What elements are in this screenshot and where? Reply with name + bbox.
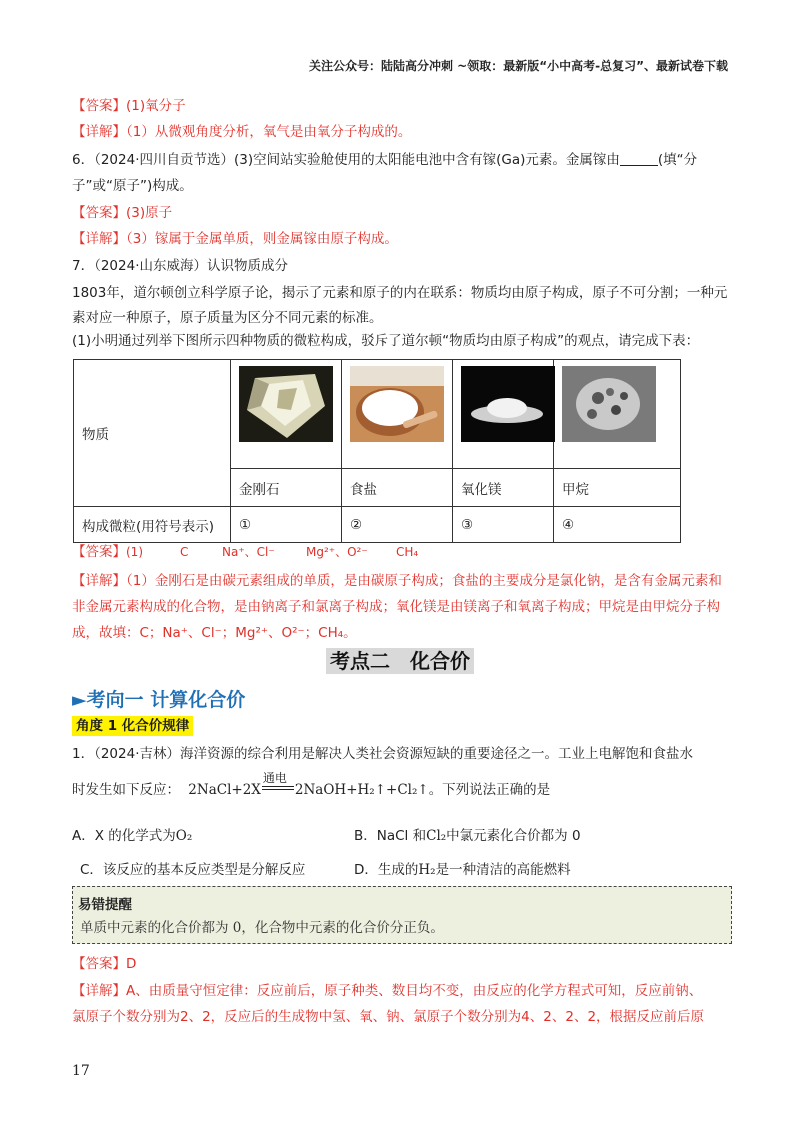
- direction-heading: ►考向一 计算化合价: [72, 689, 246, 711]
- detail-tag: 【详解】: [72, 983, 126, 999]
- tip-title: 易错提醒: [78, 897, 132, 913]
- option-b-text-post: 中氯元素化合价都为 0: [446, 828, 581, 844]
- answer-tag: 【答案】: [72, 98, 126, 114]
- substance-methane: 甲烷: [554, 469, 681, 507]
- option-b-text: B．NaCl 和: [354, 828, 427, 844]
- question-text: 6．（2024·四川自贡节选）(3)空间站实验舱使用的太阳能电池中含有镓(Ga)元素。金属镓由: [72, 152, 620, 168]
- answer-1: C: [180, 545, 189, 559]
- answer-blank: [620, 151, 658, 166]
- substance-table: [73, 359, 681, 543]
- page-number: 17: [72, 1063, 90, 1079]
- answer-line-q7: [72, 542, 419, 562]
- answer-2: Na⁺、Cl⁻: [222, 545, 275, 559]
- answer-num: (1): [126, 545, 143, 559]
- substance-magnesium-oxide: 氧化镁: [453, 469, 554, 507]
- equation-condition-label: 通电: [262, 771, 287, 785]
- stem-pre: 时发生如下反应：: [72, 782, 180, 798]
- magnesium-oxide-image-cell: [453, 360, 554, 469]
- option-d-text-post: 是一种清洁的高能燃料: [435, 862, 571, 878]
- salt-image: [350, 366, 444, 442]
- answer-3: Mg²⁺、O²⁻: [306, 545, 368, 559]
- question-7-stem: 7．（2024·山东威海）认识物质成分: [72, 258, 288, 274]
- option-a-text: A．X 的化学式为: [72, 828, 176, 844]
- answer-tag: 【答案】: [72, 544, 126, 560]
- question-7-paragraph: 1803年，道尔顿创立科学原子论，揭示了元素和原子的内在联系：物质均由原子构成，原子不可分割；一种元素对应一种原子，原子质量为区分不同元素的标准。: [72, 285, 728, 326]
- detail-text: （1）金刚石是由碳元素组成的单质，是由碳原子构成；食盐的主要成分是氯化钠，是含有金属元素和非金属元素构成的化合物，是由钠离子和氯离子构成；氧化镁是由镁离子和氧离子构成；甲烷是由甲烷分子构成，故填：C；Na⁺、Cl⁻；Mg²⁺、O²⁻；CH₄。: [72, 573, 722, 641]
- detail-line-q1-cont: 氯原子个数分别为2、2，反应后的生成物中氢、氧、钠、氯原子个数分别为4、2、2、2，根据反应前后原: [72, 1009, 705, 1025]
- question-text-cont: (填“分: [657, 152, 698, 168]
- answer-line-q5: [72, 96, 186, 116]
- option-d-text: D．生成的: [354, 862, 419, 878]
- substance-salt: 食盐: [342, 469, 453, 507]
- question-1-equation-line: [72, 771, 551, 800]
- equation-left: 2NaCl+2X: [188, 782, 261, 798]
- question-7-sub1: (1)小明通过列举下图所示四种物质的微粒构成，驳斥了道尔顿“物质均由原子构成”的观点，请完成下表：: [72, 333, 700, 349]
- page-header: 关注公众号：陆陆高分冲刺 ~领取：最新版“小中高考-总复习”、最新试卷下载: [309, 59, 728, 73]
- tip-text: 单质中元素的化合价都为 0，化合物中元素的化合价分正负。: [80, 920, 444, 936]
- section-title: 考点二 化合价: [326, 648, 474, 674]
- diamond-image-cell: [231, 360, 342, 469]
- detail-line-q6: [72, 229, 398, 249]
- angle-heading: 角度 1 化合价规律: [72, 716, 193, 736]
- detail-line-q5: [72, 122, 411, 142]
- answer-line-q1: [72, 954, 136, 974]
- option-b: [354, 826, 581, 846]
- option-b-formula: Cl₂: [426, 828, 447, 844]
- option-a: [72, 826, 192, 846]
- equation-condition: [261, 771, 295, 800]
- diamond-image: [239, 366, 333, 442]
- substance-diamond: 金刚石: [231, 469, 342, 507]
- stem-post: 。下列说法正确的是: [428, 782, 551, 798]
- particle-1: ①: [231, 507, 342, 543]
- option-c: C．该反应的基本反应类型是分解反应: [80, 862, 306, 878]
- detail-text: A、由质量守恒定律：反应前后，原子种类、数目均不变，由反应的化学方程式可知，反应前钠、: [126, 983, 703, 999]
- answer-line-q6: [72, 203, 172, 223]
- methane-image: [562, 366, 656, 442]
- detail-tag: 【详解】: [72, 231, 126, 247]
- answer-value: (3)原子: [126, 205, 173, 221]
- question-6-stem-line2: 子”或“原子”)构成。: [72, 178, 193, 194]
- particle-4: ④: [554, 507, 681, 543]
- detail-line-q1: [72, 981, 702, 1001]
- detail-text: （1）从微观角度分析，氧气是由氧分子构成的。: [126, 124, 412, 140]
- answer-value: D: [126, 956, 137, 972]
- magnesium-oxide-image: [461, 366, 555, 442]
- table-header-particles: 构成微粒(用符号表示): [74, 507, 231, 543]
- detail-text: （3）镓属于金属单质，则金属镓由原子构成。: [126, 231, 398, 247]
- methane-image-cell: [554, 360, 681, 469]
- answer-value: (1)氧分子: [126, 98, 186, 114]
- option-d: [354, 860, 571, 880]
- particle-2: ②: [342, 507, 453, 543]
- answer-tag: 【答案】: [72, 205, 126, 221]
- answer-tag: 【答案】: [72, 956, 126, 972]
- detail-paragraph-q7: [72, 568, 732, 646]
- question-6-stem: [72, 150, 697, 170]
- option-d-formula: H₂: [418, 862, 436, 878]
- answer-4: CH₄: [396, 545, 419, 559]
- particle-3: ③: [453, 507, 554, 543]
- table-header-substance: 物质: [74, 360, 231, 507]
- equation-right: 2NaOH+H₂↑+Cl₂↑: [294, 782, 429, 798]
- detail-tag: 【详解】: [72, 573, 126, 589]
- detail-tag: 【详解】: [72, 124, 126, 140]
- question-1-stem: 1．（2024·吉林）海洋资源的综合利用是解决人类社会资源短缺的重要途径之一。工业上电解饱和食盐水: [72, 746, 693, 762]
- option-a-formula: O₂: [175, 828, 193, 844]
- salt-image-cell: [342, 360, 453, 469]
